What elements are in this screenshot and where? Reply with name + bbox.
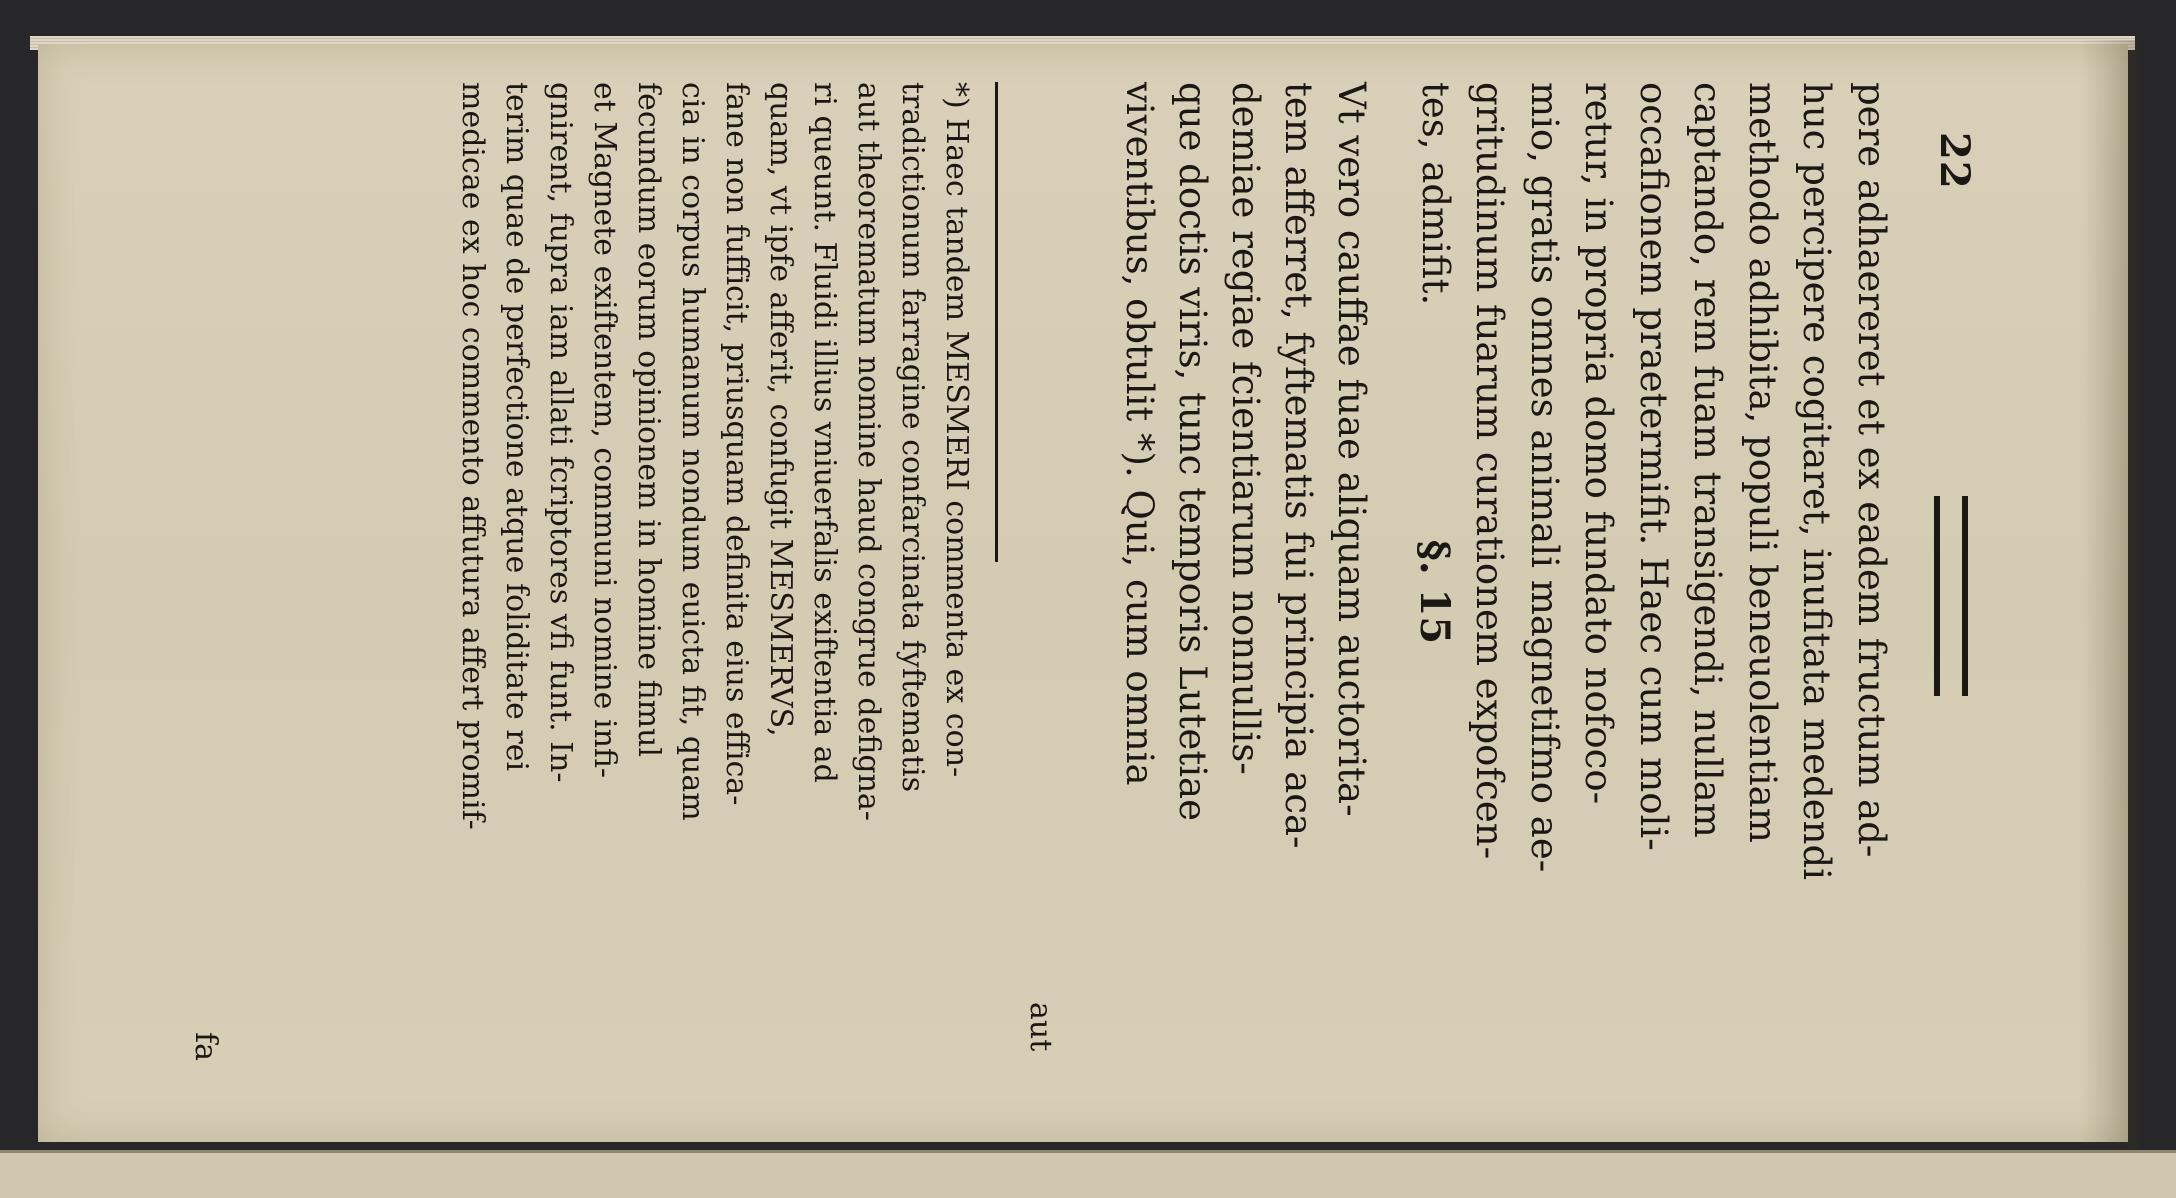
text-line: que doctis viris, tunc temporis Lutetiae <box>1171 82 1214 821</box>
footnote <box>450 82 978 1092</box>
footnote-line: medicae ex hoc commento affutura affert promif- <box>455 82 490 830</box>
text-line: demiae regiae fcientiarum nonnullis- <box>1224 82 1267 775</box>
text-line: Vt vero cauffae fuae aliquam auctorita- <box>1330 82 1373 817</box>
footnote-line: tradictionum farragine confarcinata fyftematis <box>895 82 930 793</box>
footnote-line: aut theorematum nomine haud congrue defigna- <box>851 82 886 821</box>
text-line: occafionem praetermifit. Haec cum moli- <box>1632 82 1675 851</box>
rotated-page-content <box>188 72 1978 1122</box>
footnote-line: et Magnete exiftentem, communi nomine infi- <box>587 82 622 779</box>
main-paragraph <box>1408 82 1899 1082</box>
text-line: viventibus, obtulit *). Qui, cum omnia <box>1118 82 1161 786</box>
next-page-edge <box>0 1150 2176 1198</box>
text-line: gritudinum fuarum curationem expofcen- <box>1468 82 1512 860</box>
text-line: captando, rem fuam transigendi, nullam <box>1686 82 1730 838</box>
footnote-line: quam, vt ipfe afferit, confugit MESMERVS, <box>763 82 798 737</box>
page-text-block <box>188 72 1978 1122</box>
header-ornament <box>1934 496 1968 696</box>
text-line: methodo adhibita, populi beneuolentiam <box>1741 82 1784 843</box>
footnote-rule <box>995 82 998 562</box>
text-line: mio, gratis omnes animali magnetifmo ae- <box>1523 82 1566 873</box>
footnote-line: terim quae de perfectione atque foliditate rei <box>499 82 534 772</box>
spine-shadow <box>2080 40 2140 1150</box>
footnote-line: fane non fufficit, priusquam definita eius effica- <box>719 82 754 806</box>
text-line: pere adhaereret et ex eadem fructum ad- <box>1850 82 1893 858</box>
footnote-line: cia in corpus humanum nondum euicta fit, quam <box>675 82 710 821</box>
footnote-line: ri queunt. Fluidi illius vniuerfalis exiftentia ad <box>807 82 842 783</box>
section-heading: §. 15 <box>1411 539 1458 645</box>
text-line: huc percipere cogitaret, inufitata medendi <box>1795 82 1839 881</box>
footnote-line: *) Haec tandem MESMERI commenta ex con- <box>939 82 974 778</box>
text-line: retur, in propria domo fundato nofoco- <box>1577 82 1621 805</box>
footnote-line: fecundum eorum opinionem in homine fimul <box>631 82 666 758</box>
footnote-line: gnirent, fupra iam allati fcriptores vfi funt. In- <box>543 82 578 783</box>
section-paragraph <box>1113 82 1378 1082</box>
page-number: 22 <box>1931 132 1978 190</box>
footnote-catchword: fa <box>188 1032 223 1061</box>
text-line: tem afferret, fyftematis fui principia aca- <box>1277 82 1320 849</box>
catchword: aut <box>1023 1002 1058 1052</box>
text-line: tes, admifit. <box>1414 82 1457 306</box>
